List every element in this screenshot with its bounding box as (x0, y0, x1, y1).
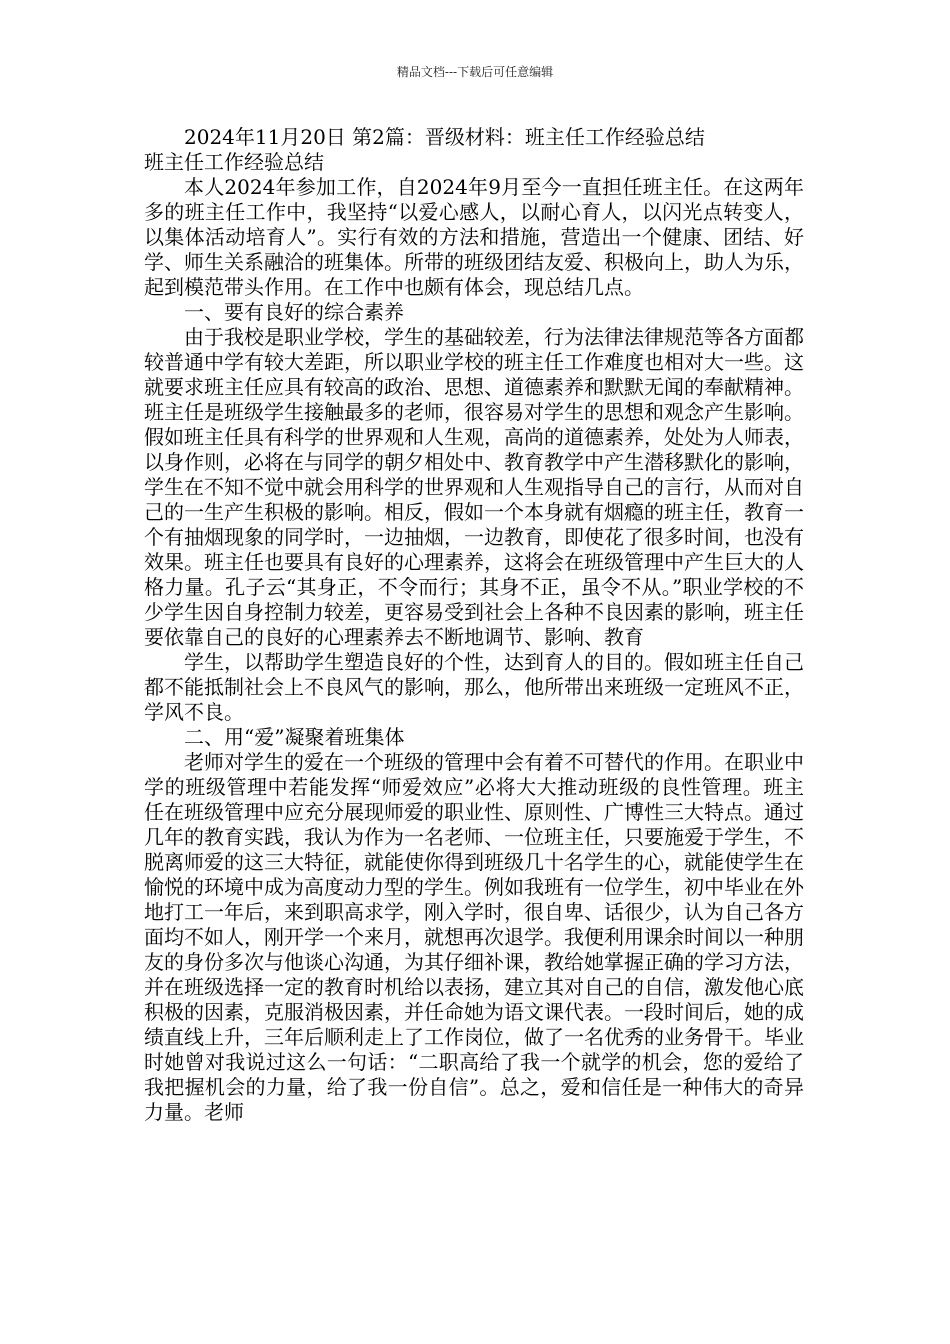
title-line: 2024年11月20日 第2篇：晋级材料：班主任工作经验总结 (184, 125, 705, 149)
section-heading: 二、用“爱”凝聚着班集体 (184, 725, 405, 749)
page-header: 精品文档---下载后可任意编辑 (396, 65, 554, 79)
body-paragraph: 学生，以帮助学生塑造良好的个性，达到育人的目的。假如班主任自己都不能抵制社会上不良风气的影响，那么，他所带出来班级一定班风不正，学风不良。 (144, 650, 804, 724)
document-body (144, 125, 804, 1125)
body-paragraph: 由于我校是职业学校，学生的基础较差，行为法律法律规范等各方面都较普通中学有较大差距，所以职业学校的班主任工作难度也相对大一些。这就要求班主任应具有较高的政治、思想、道德素养和默默无闻的奉献精神。班主任是班级学生接触最多的老师，很容易对学生的思想和观念产生影响。假如班主任具有科学的世界观和人生观，高尚的道德素养，处处为人师表，以身作则，必将在与同学的朝夕相处中、教育教学中产生潜移默化的影响，学生在不知不觉中就会用科学的世界观和人生观指导自己的言行，从而对自己的一生产生积极的影响。相反，假如一个本身就有烟瘾的班主任，教育一个有抽烟现象的同学时，一边抽烟，一边教育，即使花了很多时间，也没有效果。班主任也要具有良好的心理素养，这将会在班级管理中产生巨大的人格力量。孔子云“其身正，不令而行；其身不正，虽令不从。”职业学校的不少学生因自身控制力较差，更容易受到社会上各种不良因素的影响，班主任要依靠自己的良好的心理素养去不断地调节、影响、教育 (144, 325, 804, 649)
body-paragraph: 老师对学生的爱在一个班级的管理中会有着不可替代的作用。在职业中学的班级管理中若能发挥“师爱效应”必将大大推动班级的良性管理。班主任在班级管理中应充分展现师爱的职业性、原则性、广博性三大特点。通过几年的教育实践，我认为作为一名老师、一位班主任，只要施爱于学生，不脱离师爱的这三大特征，就能使你得到班级几十名学生的心，就能使学生在愉悦的环境中成为高度动力型的学生。例如我班有一位学生，初中毕业在外地打工一年后，来到职高求学，刚入学时，很自卑、话很少，认为自己各方面均不如人，刚开学一个来月，就想再次退学。我便利用课余时间以一种朋友的身份多次与他谈心沟通，为其仔细补课，教给她掌握正确的学习方法，并在班级选择一定的教育时机给以表扬，建立其对自己的自信，激发他心底积极的因素，克服消极因素，并任命她为语文课代表。一段时间后，她的成绩直线上升，三年后顺利走上了工作岗位，做了一名优秀的业务骨干。毕业时她曾对我说过这么一句话：“二职高给了我一个就学的机会，您的爱给了我把握机会的力量，给了我一份自信”。总之，爱和信任是一种伟大的奇异力量。老师 (144, 750, 804, 1124)
body-paragraph: 本人2024年参加工作，自2024年9月至今一直担任班主任。在这两年多的班主任工作中，我坚持“以爱心感人，以耐心育人，以闪光点转变人，以集体活动培育人”。实行有效的方法和措施，营造出一个健康、团结、好学、师生关系融洽的班集体。所带的班级团结友爱、积极向上，助人为乐，起到模范带头作用。在工作中也颇有体会，现总结几点。 (144, 175, 804, 299)
section-heading: 一、要有良好的综合素养 (184, 300, 404, 324)
document-title: 班主任工作经验总结 (144, 150, 324, 174)
